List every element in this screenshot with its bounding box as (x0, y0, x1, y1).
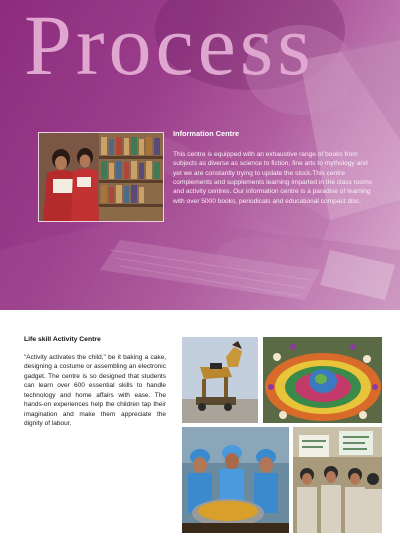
rangoli-photo (263, 337, 382, 423)
life-skill-text: "Activity activates the child," be it baking a cake, designing a costume or assembling an electronic gadget. The centre is so designed that students can learn over 600 essential skills to handle technology and home affairs with ease. The hands-on experiences help the children tap their imagination and make them appreciate the dignity of labour. (24, 354, 166, 428)
information-centre-heading: Information Centre (173, 129, 240, 138)
information-centre-text: This centre is equipped with an exhaustive range of books from subjects as diverse as science to fiction, fine arts to mythology and yet we are constantly trying to update the stock.This centre complements and supplements learning imparted in the class rooms and activity centres. Our information centre is a paradise of learning with over 5000 books, periodicals and educational compact disc. (173, 150, 373, 205)
page-title: Process (24, 0, 315, 93)
library-photo (38, 132, 164, 222)
information-centre-block (173, 130, 378, 206)
cooking-class-photo (182, 427, 289, 533)
life-skill-heading: Life skill Activity Centre (24, 336, 101, 343)
wooden-horse-photo (182, 337, 258, 423)
students-signs-photo (293, 427, 382, 533)
